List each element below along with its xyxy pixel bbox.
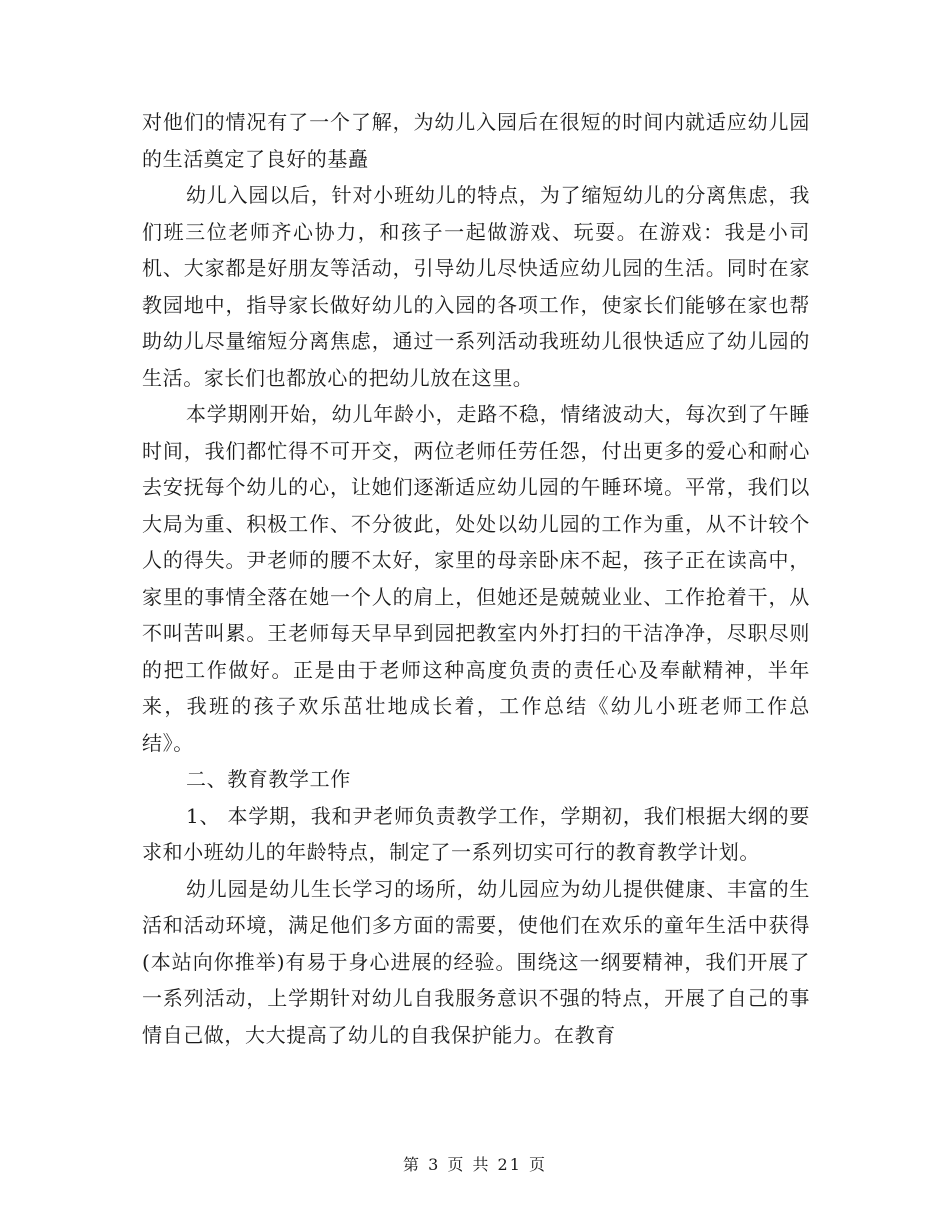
paragraph: 对他们的情况有了一个了解，为幼儿入园后在很短的时间内就适应幼儿园的生活奠定了良好的基矗 bbox=[142, 110, 810, 171]
page-number-footer: 第 3 页 共 21 页 bbox=[403, 1155, 547, 1174]
paragraph: 本学期刚开始，幼儿年龄小，走路不稳，情绪波动大，每次到了午睡时间，我们都忙得不可开交，两位老师任劳任怨，付出更多的爱心和耐心去安抚每个幼儿的心，让她们逐渐适应幼儿园的午睡环境。平常，我们以大局为重、积极工作、不分彼此，处处以幼儿园的工作为重，从不计较个人的得失。尹老师的腰不太好，家里的母亲卧床不起，孩子正在读高中，家里的事情全落在她一个人的肩上，但她还是兢兢业业、工作抢着干，从不叫苦叫累。王老师每天早早到园把教室内外打扫的干洁净净，尽职尽则的把工作做好。正是由于老师这种高度负责的责任心及奉献精神，半年来，我班的孩子欢乐茁壮地成长着，工作总结《幼儿小班老师工作总结》。 bbox=[142, 402, 810, 755]
section-heading: 二、教育教学工作 bbox=[186, 767, 351, 791]
paragraph: 幼儿园是幼儿生长学习的场所，幼儿园应为幼儿提供健康、丰富的生活和活动环境，满足他们多方面的需要，使他们在欢乐的童年生活中获得(本站向你推举)有易于身心进展的经验。围绕这一纲要精神，我们开展了一系列活动，上学期针对幼儿自我服务意识不强的特点，开展了自己的事情自己做，大大提高了幼儿的自我保护能力。在教育 bbox=[142, 876, 810, 1047]
paragraph: 1、 本学期，我和尹老师负责教学工作，学期初，我们根据大纲的要求和小班幼儿的年龄特点，制定了一系列切实可行的教育教学计划。 bbox=[142, 803, 810, 864]
document-body bbox=[142, 104, 810, 1053]
paragraph: 幼儿入园以后，针对小班幼儿的特点，为了缩短幼儿的分离焦虑，我们班三位老师齐心协力，和孩子一起做游戏、玩耍。在游戏：我是小司机、大家都是好朋友等活动，引导幼儿尽快适应幼儿园的生活。同时在家教园地中，指导家长做好幼儿的入园的各项工作，使家长们能够在家也帮助幼儿尽量缩短分离焦虑，通过一系列活动我班幼儿很快适应了幼儿园的生活。家长们也都放心的把幼儿放在这里。 bbox=[142, 183, 810, 390]
